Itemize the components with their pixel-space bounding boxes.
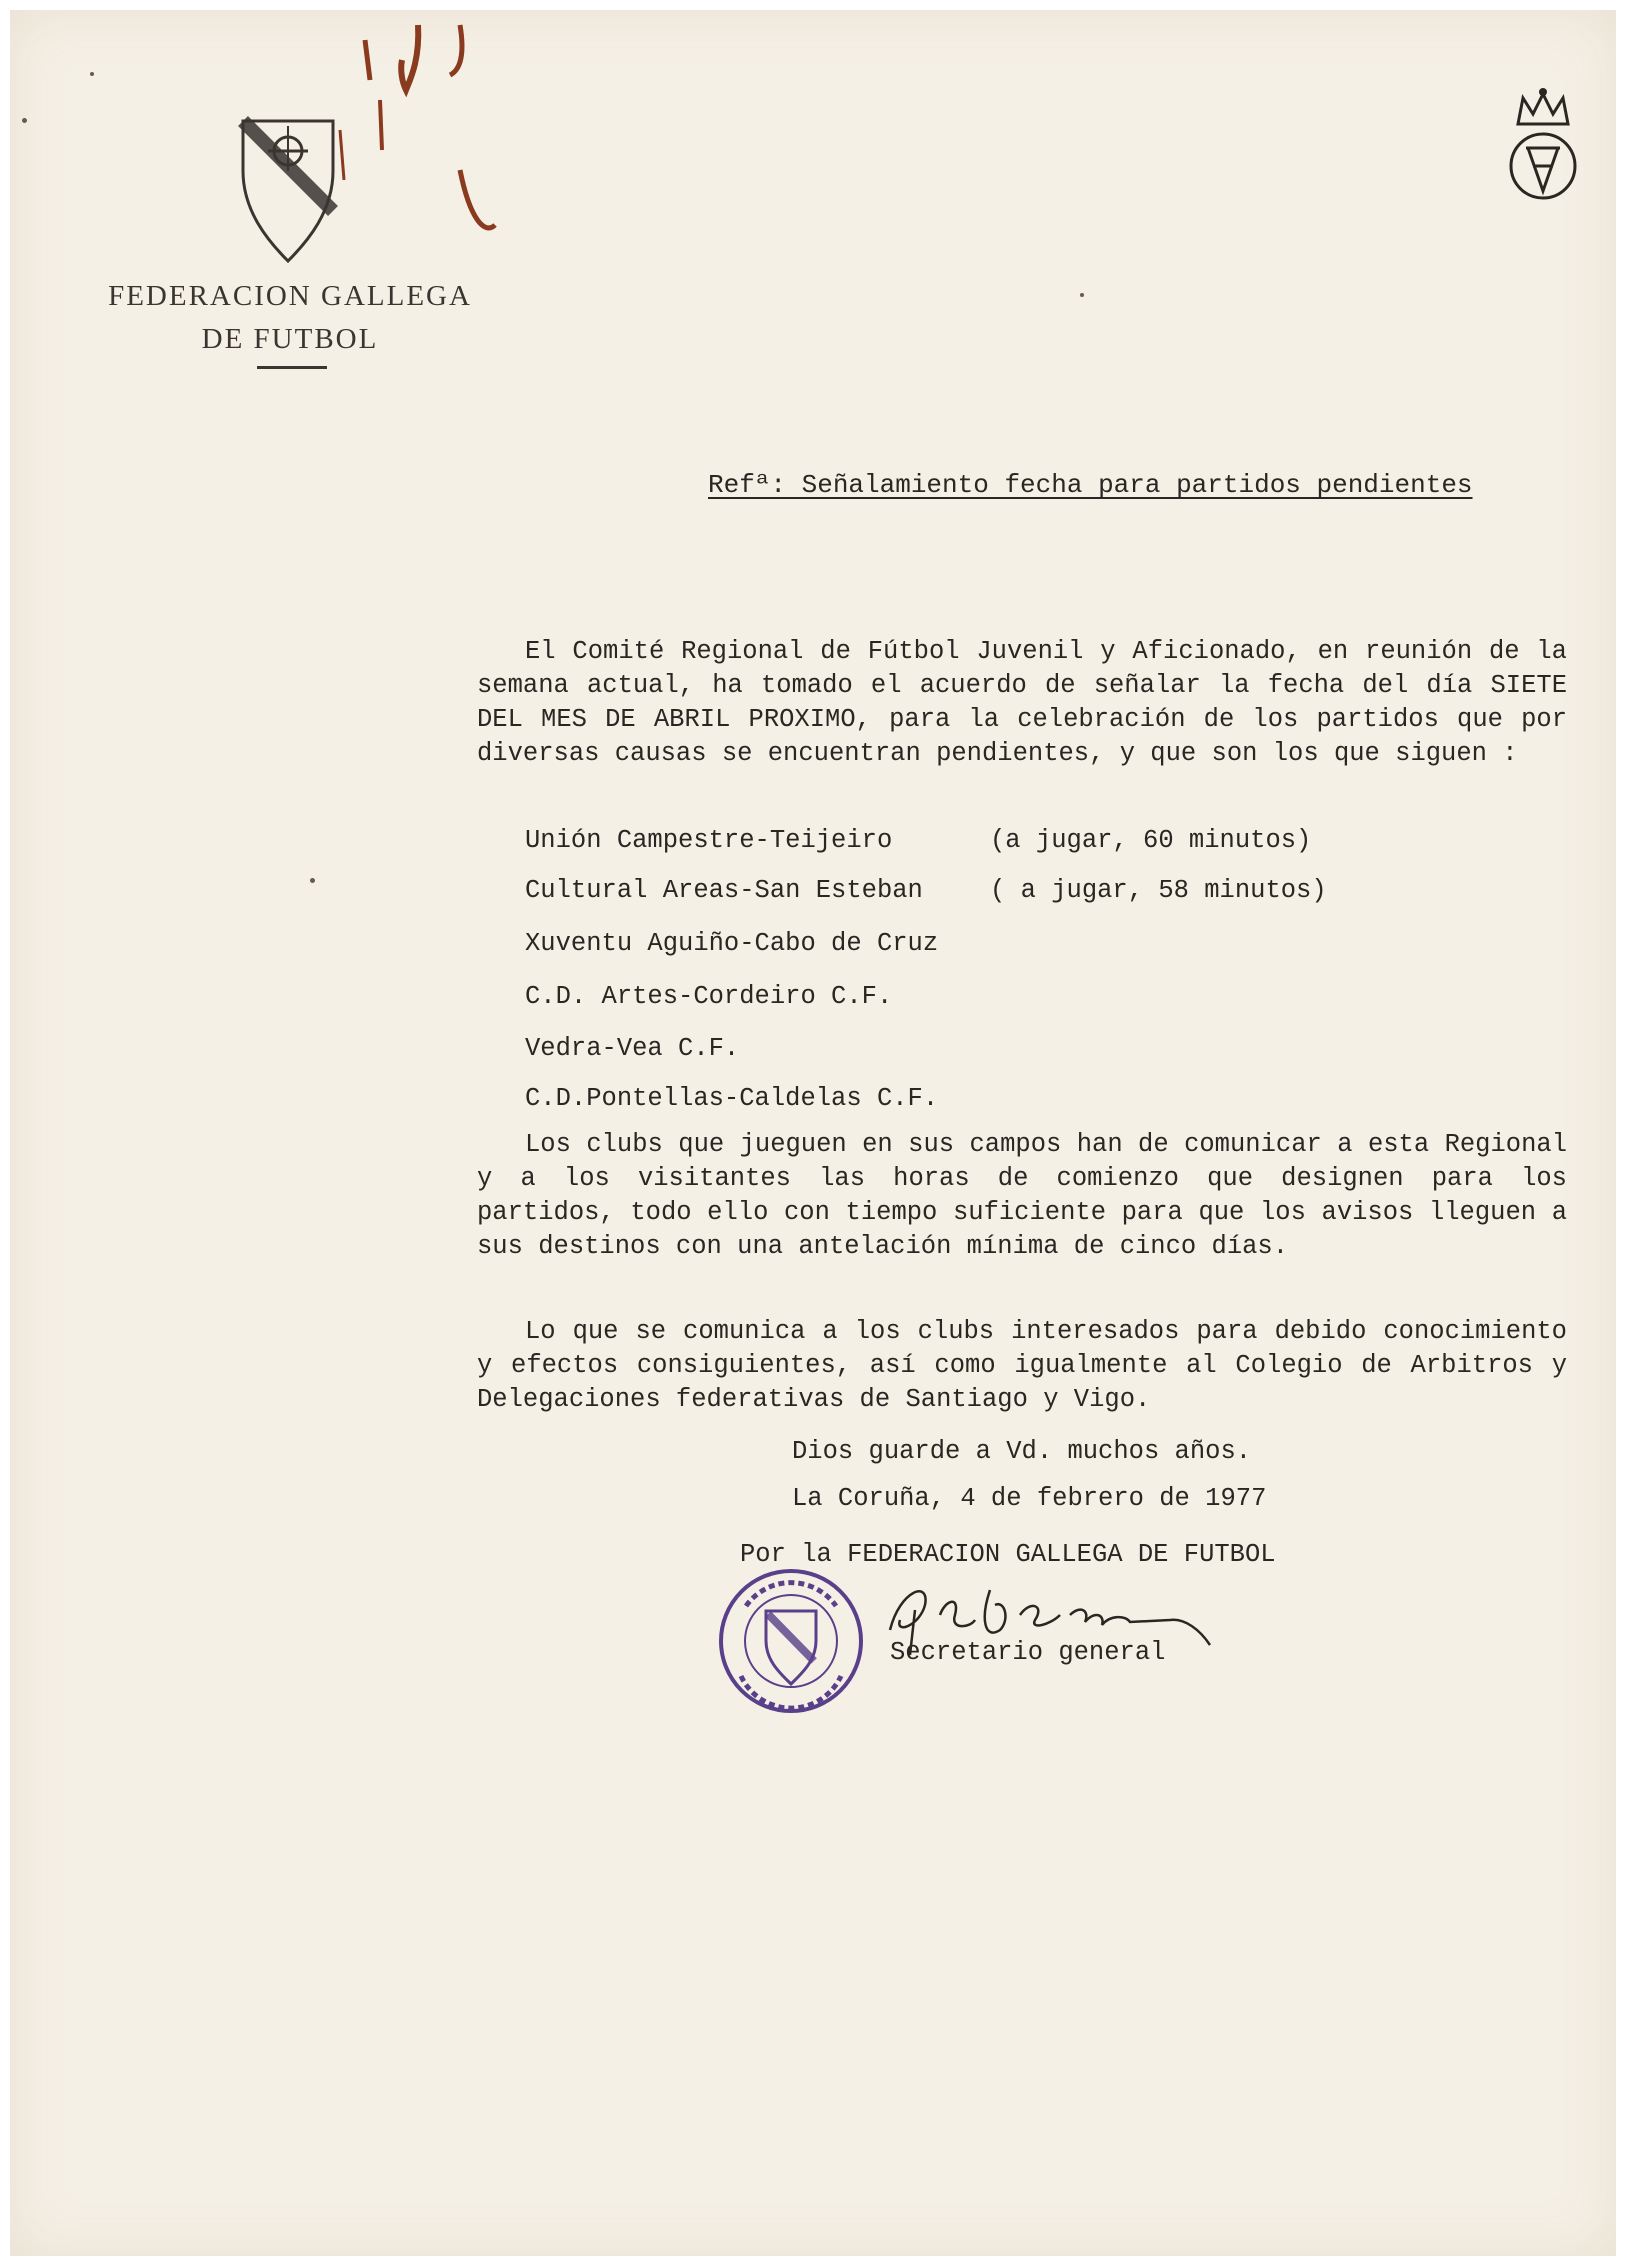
match-row (525, 874, 1327, 908)
fgf-shield-icon (238, 116, 338, 266)
closing-paragraph: Lo que se comunica a los clubs interesados para debido conocimiento y efectos consiguientes, así como igualmente al Colegio de Arbitros y Delegaciones federativas de Santiago y Vigo. (477, 1317, 1567, 1414)
match-row (525, 927, 938, 961)
salutation: Dios guarde a Vd. muchos años. (792, 1437, 1252, 1466)
match-teams: C.D. Artes-Cordeiro C.F. (525, 982, 893, 1011)
paper-speck (1080, 293, 1084, 297)
rfef-crown-emblem-icon (1498, 86, 1588, 206)
match-teams: Xuventu Aguiño-Cabo de Cruz (525, 929, 939, 958)
signer-title: Secretario general (890, 1638, 1166, 1667)
match-note: ( a jugar, 58 minutos) (990, 876, 1327, 905)
match-row (525, 980, 892, 1014)
clubs-paragraph: Los clubs que jueguen en sus campos han de comunicar a esta Regional y a los visitantes las horas de comienzo que designen para los partidos, todo ello con tiempo suficiente para que los avisos lleguen a sus destinos con una antelación mínima de cinco días. (477, 1130, 1567, 1261)
match-note: (a jugar, 60 minutos) (990, 826, 1312, 855)
match-row (525, 1082, 938, 1116)
reference-line: Refª: Señalamiento fecha para partidos pendientes (708, 470, 1473, 500)
match-teams: C.D.Pontellas-Caldelas C.F. (525, 1084, 939, 1113)
match-row (525, 824, 1312, 858)
federation-stamp (716, 1566, 866, 1716)
org-name-line2: DE FUTBOL (201, 323, 379, 355)
paper-speck (22, 118, 27, 123)
org-name (70, 275, 510, 361)
paper-speck (90, 72, 94, 76)
org-name-rule (257, 366, 327, 369)
signoff: Por la FEDERACION GALLEGA DE FUTBOL (740, 1540, 1276, 1569)
match-teams: Vedra-Vea C.F. (525, 1034, 740, 1063)
paper-speck (310, 878, 315, 883)
place-date: La Coruña, 4 de febrero de 1977 (792, 1484, 1267, 1513)
intro-paragraph: El Comité Regional de Fútbol Juvenil y Aficionado, en reunión de la semana actual, ha tomado el acuerdo de señalar la fecha del día SIETE DEL MES DE ABRIL PROXIMO, para la celebración de los partidos que por diversas causas se encuentran pendientes, y que son los que siguen : (477, 637, 1567, 768)
match-teams: Unión Campestre-Teijeiro (525, 826, 893, 855)
letter-sheet (10, 10, 1616, 2256)
match-teams: Cultural Areas-San Esteban (525, 876, 923, 905)
rust-stain-marks (310, 20, 510, 250)
match-row (525, 1032, 739, 1066)
org-name-line1: FEDERACION GALLEGA (108, 280, 472, 312)
